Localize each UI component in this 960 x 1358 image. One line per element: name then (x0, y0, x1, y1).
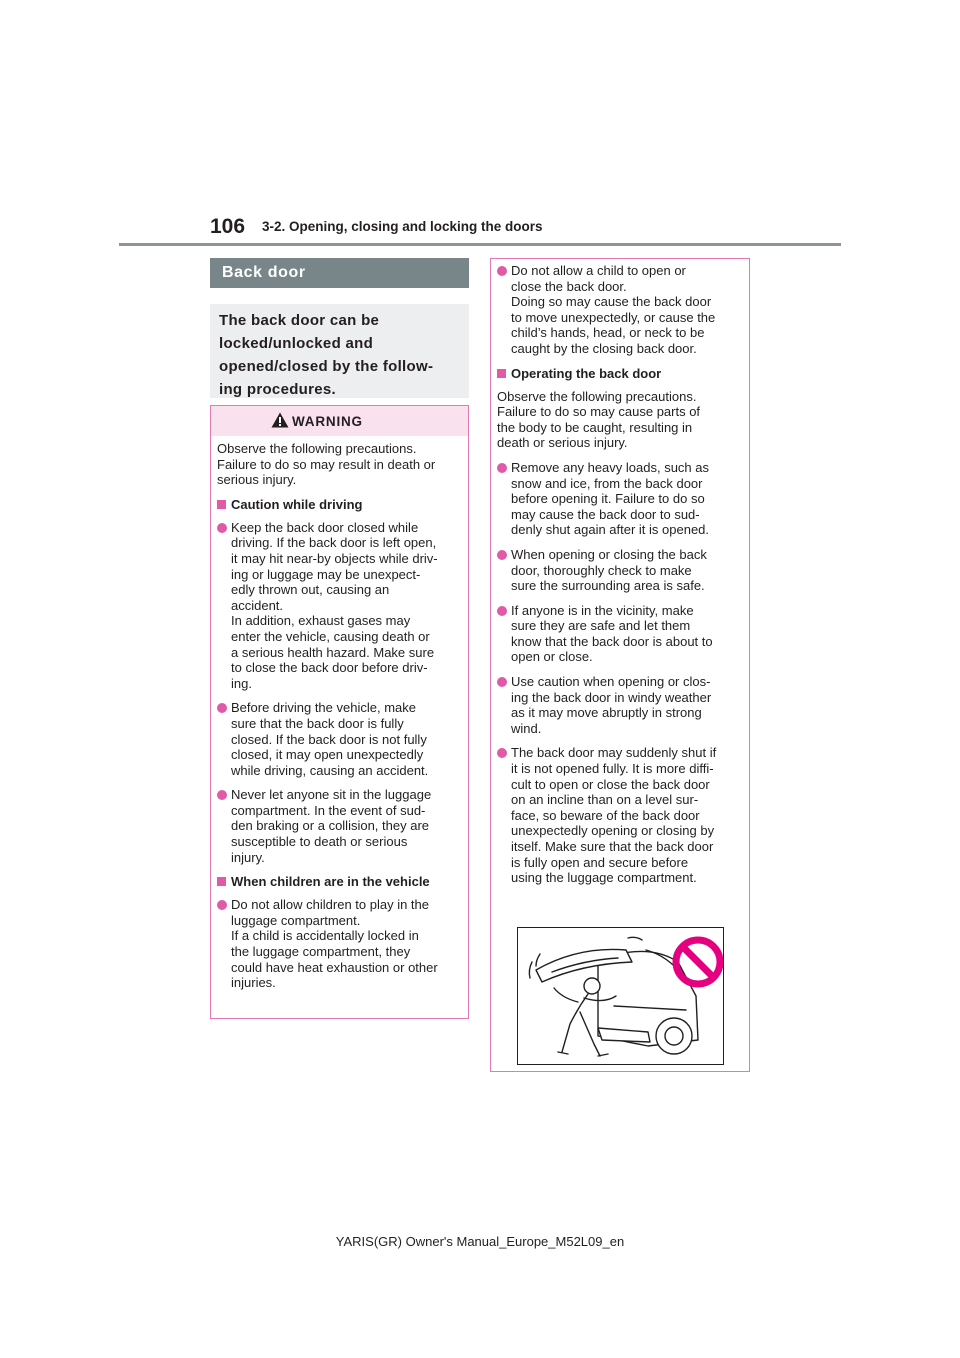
operating-section (497, 366, 743, 886)
text-line: sure that the back door is fully (231, 715, 404, 731)
bullet-item (217, 520, 462, 692)
text-line: ing the back door in windy weather (511, 689, 712, 705)
subheading (217, 874, 462, 890)
round-bullet-icon (497, 550, 507, 560)
footer-document-id: YARIS(GR) Owner's Manual_Europe_M52L09_en (335, 1234, 625, 1249)
bullet-text (511, 263, 715, 357)
illustration-back-door (517, 927, 724, 1065)
paragraph (217, 441, 462, 488)
bullet-text (231, 700, 428, 778)
text-line: denly shut again after it is opened. (511, 522, 710, 538)
warning-triangle-icon (271, 412, 289, 428)
text-line: unexpectedly opening or closing by (511, 823, 715, 839)
bullet-item (497, 603, 743, 665)
bullet-text (231, 897, 438, 991)
text-line: closed, it may open unexpectedly (231, 747, 424, 763)
text-line: face, so beware of the back door (511, 807, 700, 823)
text-line: edly thrown out, causing an (231, 582, 390, 598)
intro-text (219, 309, 461, 401)
text-line: sure they are safe and let them (511, 618, 691, 634)
text-line: Failure to do so may cause parts of (497, 404, 701, 420)
page-number: 106 (210, 215, 246, 238)
bullet-text (511, 745, 716, 885)
text-line: it is not opened fully. It is more diffi- (511, 761, 714, 777)
round-bullet-icon (217, 703, 227, 713)
section-title: 3-2. Opening, closing and locking the doors (262, 219, 543, 234)
square-bullet-icon (217, 500, 226, 509)
text-line: know that the back door is about to (511, 633, 713, 649)
warning-header (211, 406, 468, 436)
text-line: In addition, exhaust gases may (231, 613, 411, 629)
bullet-text (511, 460, 709, 538)
subheading (217, 497, 462, 513)
text-line: Failure to do so may result in death or (217, 456, 436, 472)
bullet-text (511, 603, 713, 665)
bullet-item (217, 787, 462, 865)
text-line: If anyone is in the vicinity, make (511, 602, 694, 618)
round-bullet-icon (497, 748, 507, 758)
text-line: Never let anyone sit in the luggage (231, 787, 432, 803)
subheading-text: When children are in the vehicle (231, 874, 430, 890)
text-line: Keep the back door closed while (231, 519, 419, 535)
text-line: enter the vehicle, causing death or (231, 628, 430, 644)
bullet-item (497, 547, 743, 594)
round-bullet-icon (497, 606, 507, 616)
text-line: a serious health hazard. Make sure (231, 644, 435, 660)
bullet-text (511, 547, 707, 594)
bullet-item (497, 674, 743, 736)
bullet-item (217, 700, 462, 778)
text-line: susceptible to death or serious (231, 834, 408, 850)
text-line: using the luggage compartment. (511, 870, 697, 886)
text-line: den braking or a collision, they are (231, 818, 430, 834)
round-bullet-icon (217, 900, 227, 910)
bullet-text (511, 674, 711, 736)
bullet-item (497, 460, 743, 538)
round-bullet-icon (497, 463, 507, 473)
text-line: Remove any heavy loads, such as (511, 459, 709, 475)
text-line: child’s hands, head, or neck to be (511, 325, 705, 341)
text-line: the luggage compartment, they (231, 944, 411, 960)
text-line: snow and ice, from the back door (511, 475, 703, 491)
text-line: to close the back door before driv- (231, 660, 428, 676)
text-line: ing or luggage may be unexpect- (231, 566, 421, 582)
text-line: The back door can be (219, 312, 380, 329)
prohibition-icon (676, 940, 720, 984)
text-line: to move unexpectedly, or cause the (511, 309, 716, 325)
square-bullet-icon (217, 877, 226, 886)
text-line: compartment. In the event of sud- (231, 802, 426, 818)
round-bullet-icon (217, 523, 227, 533)
subheading (497, 366, 743, 382)
intro-box (210, 304, 469, 398)
text-line: accident. (231, 597, 284, 613)
round-bullet-icon (497, 677, 507, 687)
text-line: Before driving the vehicle, make (231, 700, 416, 716)
back-door-illustration (518, 928, 723, 1064)
text-line: injury. (231, 849, 265, 865)
warning-title: WARNING (292, 414, 363, 429)
text-line: ing. (231, 675, 252, 691)
text-line: wind. (511, 720, 542, 736)
text-line: injuries. (231, 975, 276, 991)
text-line: Use caution when opening or clos- (511, 674, 711, 690)
text-line: Do not allow children to play in the (231, 897, 430, 913)
square-bullet-icon (497, 369, 506, 378)
round-bullet-icon (497, 266, 507, 276)
section-heading: Back door (210, 258, 469, 288)
text-line: while driving, causing an accident. (231, 762, 429, 778)
text-line: When opening or closing the back (511, 546, 707, 562)
bullet-text (231, 520, 438, 692)
text-line: The back door may suddenly shut if (511, 745, 717, 761)
text-line: the body to be caught, resulting in (497, 419, 693, 435)
text-line: locked/unlocked and (219, 335, 374, 352)
text-line: opened/closed by the follow- (219, 358, 434, 375)
text-line: Observe the following precautions. (497, 388, 697, 404)
text-line: Doing so may cause the back door (511, 294, 712, 310)
round-bullet-icon (217, 790, 227, 800)
text-line: before opening it. Failure to do so (511, 491, 705, 507)
subheading-text: Caution while driving (231, 496, 363, 512)
text-line: open or close. (511, 649, 593, 665)
text-line: serious injury. (217, 472, 297, 488)
text-line: Do not allow a child to open or (511, 263, 686, 278)
text-line: luggage compartment. (231, 912, 361, 928)
text-line: ing procedures. (219, 381, 337, 398)
text-line: driving. If the back door is left open, (231, 535, 437, 551)
bullet-item (217, 897, 462, 991)
bullet-text (231, 787, 431, 865)
text-line: caught by the closing back door. (511, 340, 697, 356)
text-line: could have heat exhaustion or other (231, 959, 438, 975)
header-divider (119, 243, 841, 246)
bullet-item (497, 745, 743, 885)
text-line: Observe the following precautions. (217, 441, 417, 456)
warning-box (210, 405, 469, 1019)
right-top-bullets (497, 263, 743, 357)
text-line: cult to open or close the back door (511, 776, 710, 792)
paragraph (497, 389, 743, 451)
text-line: death or serious injury. (497, 435, 628, 451)
text-line: sure the surrounding area is safe. (511, 578, 705, 594)
warning-body (211, 436, 468, 991)
subheading-text: Operating the back door (511, 365, 662, 381)
text-line: closed. If the back door is not fully (231, 731, 427, 747)
text-line: itself. Make sure that the back door (511, 839, 714, 854)
text-line: as it may move abruptly in strong (511, 705, 702, 721)
text-line: close the back door. (511, 278, 627, 294)
text-line: door, thoroughly check to make (511, 562, 692, 578)
text-line: on an incline than on a level sur- (511, 792, 699, 808)
text-line: it may hit near-by objects while driv- (231, 550, 438, 566)
bullet-item (497, 263, 743, 357)
text-line: If a child is accidentally locked in (231, 928, 419, 944)
text-line: is fully open and secure before (511, 854, 689, 870)
text-line: may cause the back door to sud- (511, 506, 700, 522)
